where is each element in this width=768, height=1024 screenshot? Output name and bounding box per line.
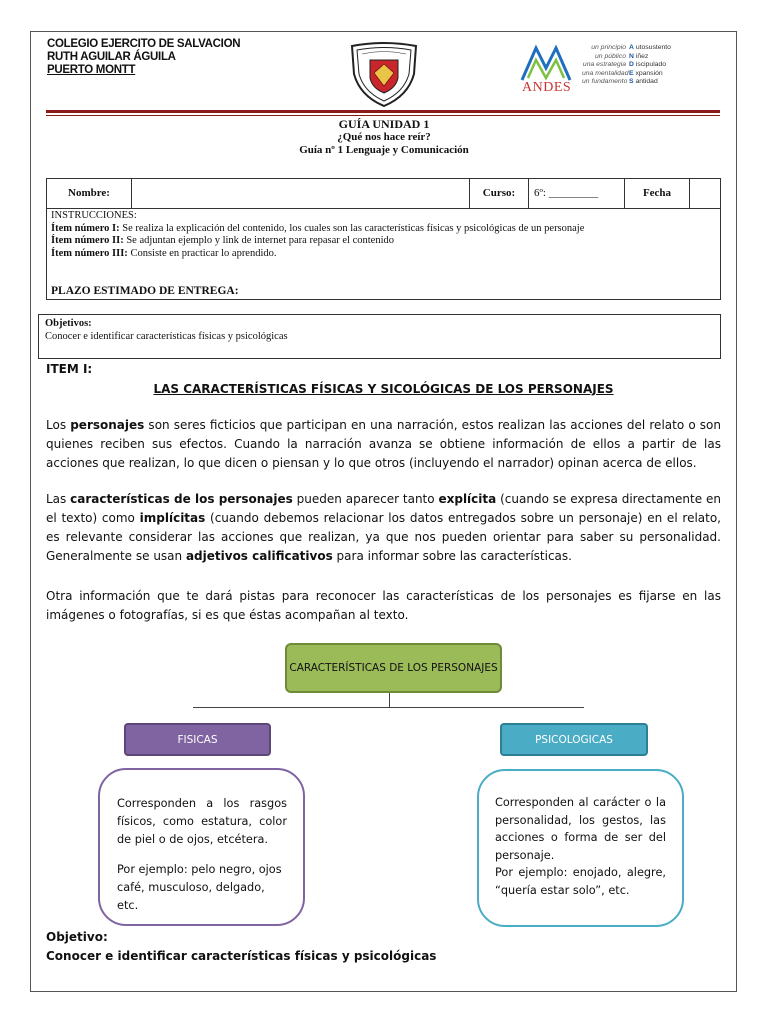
school-crest-logo xyxy=(346,40,422,108)
student-form xyxy=(46,178,721,300)
item-label: ITEM I: xyxy=(46,362,93,376)
andes-motto xyxy=(582,44,671,87)
motto-line: un fundamento S antidad xyxy=(582,78,658,86)
footer-objective-text: Conocer e identificar características físicas y psicológicas xyxy=(46,949,437,963)
psychological-description: Corresponden al carácter o la personalidad, los gestos, las acciones o forma de ser del personaje. xyxy=(495,796,666,862)
physical-example: Por ejemplo: pelo negro, ojos café, musculoso, delgado, etc. xyxy=(117,863,282,912)
connector-root xyxy=(389,693,390,707)
school-city: PUERTO MONTT xyxy=(47,64,136,76)
guide-title-block xyxy=(200,117,568,157)
instruction-item: Ítem número III: Consiste en practicar lo aprendido. xyxy=(51,247,277,259)
date-field[interactable] xyxy=(690,179,721,208)
motto-line: un público N iñez xyxy=(595,52,649,60)
name-label: Nombre: xyxy=(47,179,132,208)
date-label: Fecha xyxy=(625,179,690,208)
footer-objective xyxy=(46,928,436,966)
paragraph-3: Otra información que te dará pistas para reconocer las características de los personajes es fijarse en las imágenes o fotografías, si es que éstas acompañan al texto. xyxy=(46,589,721,622)
physical-description-card xyxy=(98,768,305,926)
diagram-root-node: CARACTERÍSTICAS DE LOS PERSONAJES xyxy=(285,643,502,693)
physical-description: Corresponden a los rasgos físicos, como estatura, color de piel o de ojos, etcétera. xyxy=(117,797,287,846)
connector-horizontal xyxy=(193,707,584,708)
instructions xyxy=(51,210,584,260)
form-header-row xyxy=(47,179,720,209)
objectives-heading: Objetivos: xyxy=(45,318,92,329)
instructions-heading: INSTRUCCIONES: xyxy=(51,210,137,221)
guide-question: ¿Qué nos hace reír? xyxy=(337,131,431,143)
teacher-name: RUTH AGUILAR ÁGUILA xyxy=(47,51,176,63)
school-info xyxy=(47,38,240,77)
paragraph-2: Las características de los personajes pueden aparecer tanto explícita (cuando se expresa directamente en el texto) como implícitas (cuando debemos relacionar los datos entregados sobre un personaje) en el relato, es relevante considerar las acciones que realizan, ya que nos pueden orientar para saber su personalidad. Generalmente se usan adjetivos calificativos para informar sobre las características. xyxy=(46,492,722,563)
header-rule-thick xyxy=(46,110,720,113)
andes-logo xyxy=(516,40,676,102)
diagram-psychological-node: PSICOLOGICAS xyxy=(500,723,648,756)
course-label: Curso: xyxy=(470,179,529,208)
instruction-item: Ítem número I: Se realiza la explicación del contenido, los cuales son las características físicas y psicológicas de un personaje xyxy=(51,222,585,234)
guide-subject: Guía nº 1 Lenguaje y Comunicación xyxy=(299,144,469,156)
objectives-box xyxy=(38,314,721,359)
instruction-item: Ítem número II: Se adjuntan ejemplo y link de internet para repasar el contenido xyxy=(51,235,394,246)
motto-line: una mentalidadE xpansión xyxy=(582,69,663,77)
footer-objective-heading: Objetivo: xyxy=(46,930,108,944)
school-name: COLEGIO EJERCITO DE SALVACION xyxy=(47,38,241,50)
psychological-description-card xyxy=(477,769,684,927)
motto-line: una estrategia D iscipulado xyxy=(582,61,667,69)
deadline-label: PLAZO ESTIMADO DE ENTREGA: xyxy=(51,285,239,297)
section-title: LAS CARACTERÍSTICAS FÍSICAS Y SICOLÓGICAS DE LOS PERSONAJES xyxy=(153,382,614,396)
diagram-physical-node: FISICAS xyxy=(124,723,271,756)
name-field[interactable] xyxy=(132,179,470,208)
psychological-example: Por ejemplo: enojado, alegre, “quería estar solo”, etc. xyxy=(495,866,666,897)
andes-brand: ANDES xyxy=(522,80,572,95)
header-rule-thin xyxy=(46,115,720,116)
motto-line: un principio A utosustento xyxy=(591,44,671,51)
paragraph-1: Los personajes son seres ficticios que participan en una narración, estos realizan las acciones del relato o son quienes reciben sus efectos. Cuando la narración avanza se obtiene información de ellos a partir de las acciones que realizan, lo que dicen o piensan y lo que otros (incluyendo el narrador) opinan acerca de ellos. xyxy=(46,418,721,470)
guide-unit: GUÍA UNIDAD 1 xyxy=(338,117,430,131)
objectives-text: Conocer e identificar características físicas y psicológicas xyxy=(45,331,288,342)
course-field[interactable]: 6º: _________ xyxy=(529,179,625,208)
